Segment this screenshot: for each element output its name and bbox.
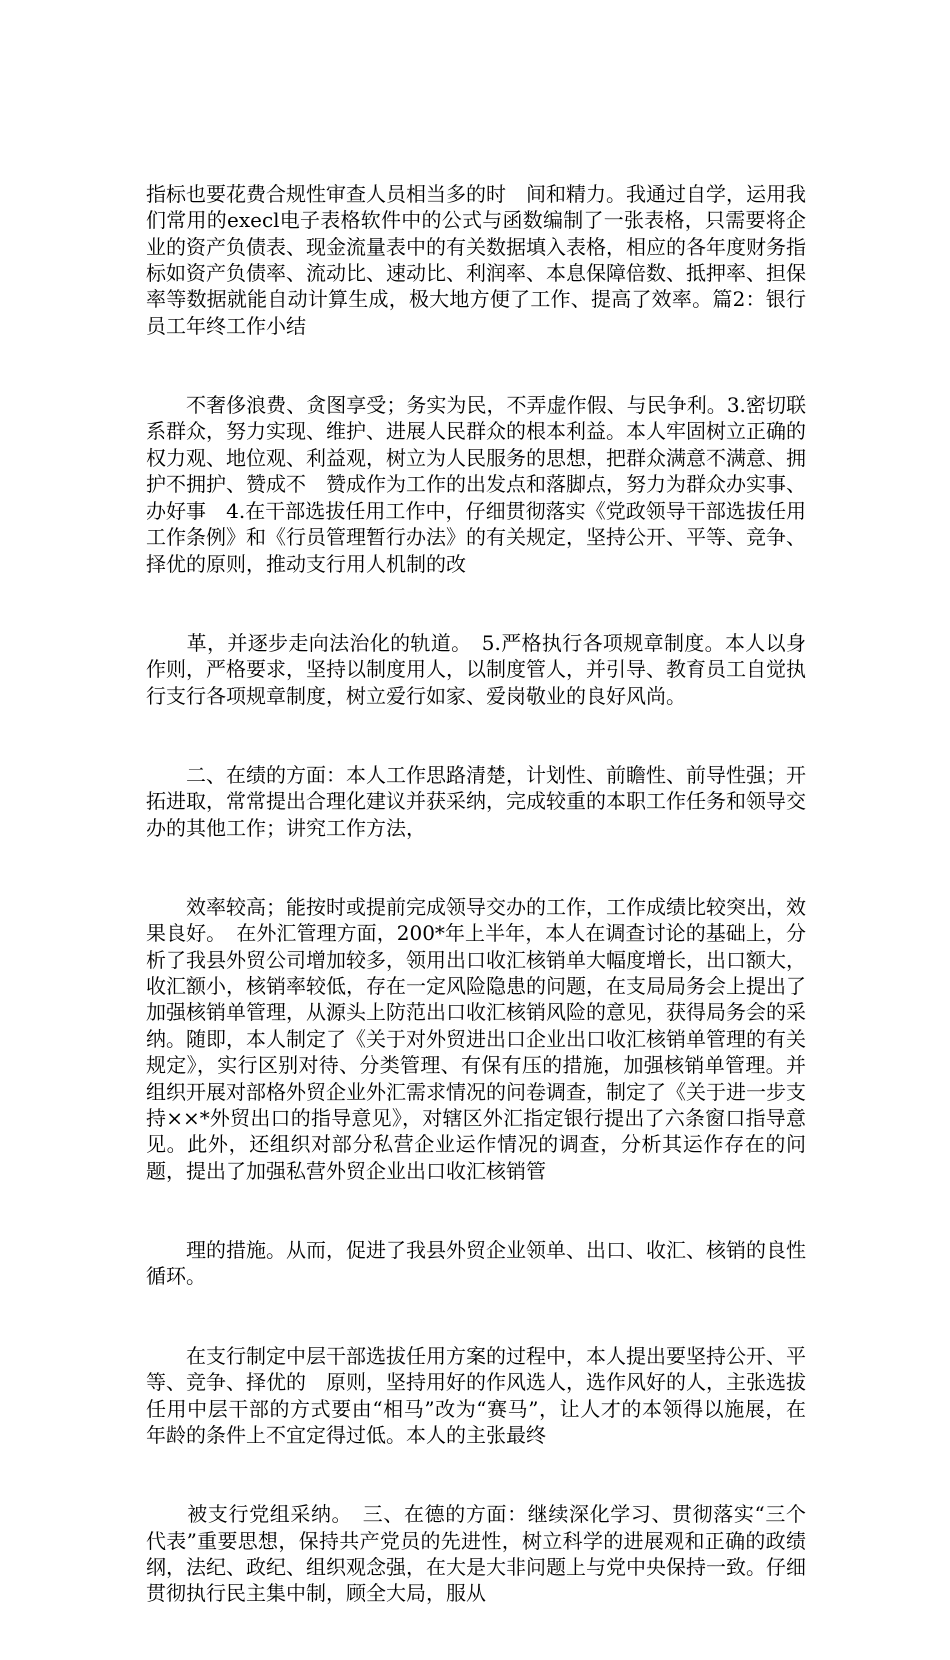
paragraph-2: 不奢侈浪费、贪图享受；务实为民，不弄虚作假、与民争利。3.密切联系群众，努力实现、维护、进展人民群众的根本利益。本人牢固树立正确的权力观、地位观、利益观，树立为人民服务的思想，把群众满意不满意、拥护不拥护、赞成不 赞成作为工作的出发点和落脚点，努力为群众办实事、办好事 4.在干部选拔任用工作中，仔细贯彻落实《党政领导干部选拔任用工作条例》和《行员管理暂行办法》的有关规定，坚持公开、平等、竞争、择优的原则，推动支行用人机制的改 [146,393,806,576]
paragraph-8: 被支行党组采纳。 三、在德的方面：继续深化学习、贯彻落实“三个代表”重要思想，保持共产党员的先进性，树立科学的进展观和正确的政绩纲，法纪、政纪、组织观念强，在大是大非问题上与党中央保持一致。仔细贯彻执行民主集中制，顾全大局，服从 [146,1502,806,1606]
paragraph-7: 在支行制定中层干部选拔任用方案的过程中，本人提出要坚持公开、平等、竞争、择优的 原则，坚持用好的作风选人，选作风好的人，主张选拔任用中层干部的方式要由“相马”改为“赛马”，让人才的本领得以施展，在年龄的条件上不宜定得过低。本人的主张最终 [146,1343,806,1447]
document-body [146,128,806,1660]
paragraph-6: 理的措施。从而，促进了我县外贸企业领单、出口、收汇、核销的良性循环。 [146,1238,806,1289]
paragraph-4: 二、在绩的方面：本人工作思路清楚，计划性、前瞻性、前导性强；开拓进取，常常提出合理化建议并获采纳，完成较重的本职工作任务和领导交办的其他工作；讲究工作方法， [146,762,806,840]
paragraph-3: 革，并逐步走向法治化的轨道。 5.严格执行各项规章制度。本人以身作则，严格要求，坚持以制度用人，以制度管人，并引导、教育员工自觉执行支行各项规章制度，树立爱行如家、爱岗敬业的良好风尚。 [146,630,806,708]
paragraph-5: 效率较高；能按时或提前完成领导交办的工作，工作成绩比较突出，效果良好。 在外汇管理方面，200*年上半年，本人在调查讨论的基础上，分析了我县外贸公司增加较多，领用出口收汇核销单大幅度增长，出口额大，收汇额小，核销率较低，存在一定风险隐患的问题，在支局局务会上提出了加强核销单管理，从源头上防范出口收汇核销风险的意见，获得局务会的采纳。随即，本人制定了《关于对外贸进出口企业出口收汇核销单管理的有关规定》，实行区别对待、分类管理、有保有压的措施，加强核销单管理。并组织开展对部格外贸企业外汇需求情况的问卷调查，制定了《关于进一步支持××*外贸出口的指导意见》，对辖区外汇指定银行提出了六条窗口指导意见。此外，还组织对部分私营企业运作情况的调查，分析其运作存在的问题，提出了加强私营外贸企业出口收汇核销管 [146,894,806,1183]
paragraph-1: 指标也要花费合规性审查人员相当多的时 间和精力。我通过自学，运用我们常用的execl电子表格软件中的公式与函数编制了一张表格，只需要将企业的资产负债表、现金流量表中的有关数据填入表格，相应的各年度财务指标如资产负债率、流动比、速动比、利润率、本息保障倍数、抵押率、担保率等数据就能自动计算生成，极大地方便了工作、提高了效率。篇2：银行员工年终工作小结 [146,181,806,338]
